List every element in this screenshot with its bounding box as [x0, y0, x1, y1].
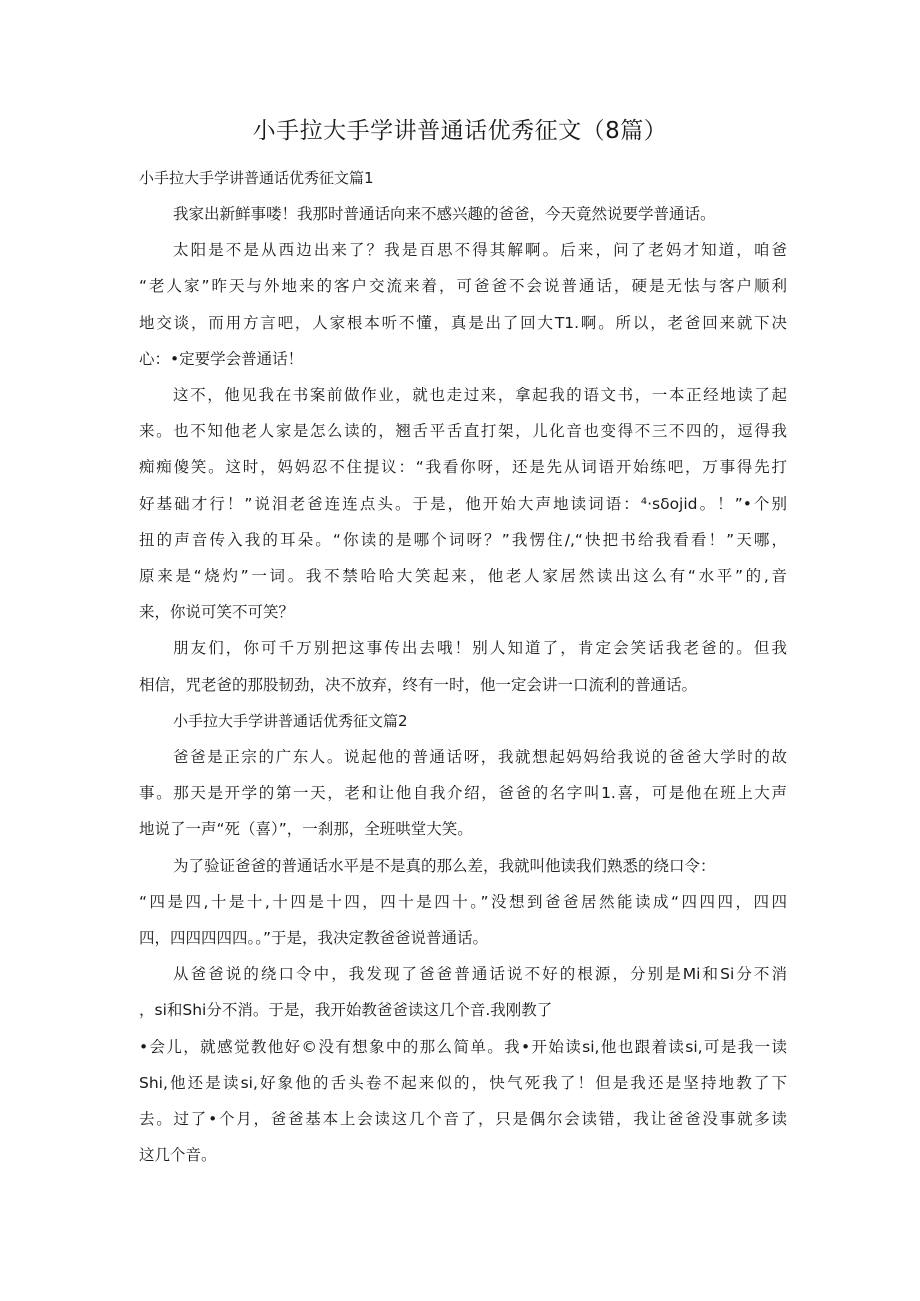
paragraph-line: 从爸爸说的绕口令中，我发现了爸爸普通话说不好的根源，分别是Mi和Si分不消 — [173, 965, 787, 983]
paragraph-line: 四，四四四四四。。”于是，我决定教爸爸说普通话。 — [139, 929, 489, 947]
paragraph-line: 朋友们，你可千万别把这事传出去哦！别人知道了，肯定会笑话我老爸的。但我 — [173, 639, 787, 657]
paragraph-line: 心：•定要学会普通话！ — [139, 350, 304, 368]
paragraph-line: 为了验证爸爸的普通话水平是不是真的那么差，我就叫他读我们熟悉的绕口令： — [173, 857, 716, 875]
paragraph-line: 太阳是不是从西边出来了？我是百思不得其解啊。后来，问了老妈才知道，咱爸 — [173, 241, 787, 259]
paragraph-line: “四是四,十是十,十四是十四，四十是四十。”没想到爸爸居然能读成“四四四，四四 — [139, 893, 787, 911]
paragraph-line: 爸爸是正宗的广东人。说起他的普通话呀，我就想起妈妈给我说的爸爸大学时的故 — [173, 748, 787, 766]
paragraph-line: 这不，他见我在书案前做作业，就也走过来，拿起我的语文书，一本正经地读了起 — [173, 386, 787, 404]
paragraph-line: 相信，咒老爸的那股韧劲，决不放弃，终有一时，他一定会讲一口流利的普通话。 — [139, 676, 698, 694]
paragraph-line: 痴痴傻笑。这时，妈妈忍不住提议：“我看你呀，还是先从词语开始练吧，万事得先打 — [139, 458, 787, 476]
paragraph-line: “老人家”昨天与外地来的客户交流来着，可爸爸不会说普通话，硬是无怯与客户顺利 — [139, 277, 787, 295]
paragraph-line: 来，你说可笑不可笑？ — [139, 603, 295, 621]
section-heading-1: 小手拉大手学讲普通话优秀征文篇1 — [139, 169, 374, 187]
paragraph-line: 地交谈，而用方言吧，人家根本听不懂，真是出了回大T1.啊。所以，老爸回来就下决 — [139, 314, 787, 332]
paragraph-line: ，si和Shi分不消。于是，我开始教爸爸读这几个音.我刚教了 — [139, 1001, 553, 1019]
paragraph-line: 来。也不知他老人家是怎么读的，翘舌平舌直打架，儿化音也变得不三不四的，逗得我 — [139, 422, 787, 440]
section-heading-2: 小手拉大手学讲普通话优秀征文篇2 — [173, 712, 408, 730]
paragraph-line: 去。过了•个月，爸爸基本上会读这几个音了，只是偶尔会读错，我让爸爸没事就多读 — [139, 1110, 787, 1128]
paragraph-line: 地说了一声“死（喜）”，一刹那，全班哄堂大笑。 — [139, 820, 473, 838]
paragraph-line: 这几个音。 — [139, 1146, 217, 1164]
paragraph-line: 原来是“烧灼”一词。我不禁哈哈大笑起来，他老人家居然读出这么有“水平”的,音 — [139, 567, 787, 585]
paragraph-line: 我家出新鲜事喽！我那时普通话向来不感兴趣的爸爸，今天竟然说要学普通话。 — [173, 205, 716, 223]
paragraph-line: 事。那天是开学的第一天，老和让他自我介绍，爸爸的名字叫1.喜，可是他在班上大声 — [139, 784, 787, 802]
paragraph-line: Shi,他还是读si,好象他的舌头卷不起来似的，快气死我了！但是我还是坚持地教了下 — [139, 1074, 787, 1092]
document-title: 小手拉大手学讲普通话优秀征文（8篇） — [252, 118, 668, 144]
paragraph-line: 扭的声音传入我的耳朵。“你读的是哪个词呀？”我愣住/,“快把书给我看看！”天哪， — [139, 531, 787, 549]
paragraph-line: •会儿，就感觉教他好©没有想象中的那么简单。我•开始读si,他也跟着读si,可是我一读 — [139, 1038, 787, 1056]
paragraph-line: 好基础才行！”说泪老爸连连点头。于是，他开始大声地读词语：⁴·sδojid。！”•个别 — [139, 495, 787, 513]
